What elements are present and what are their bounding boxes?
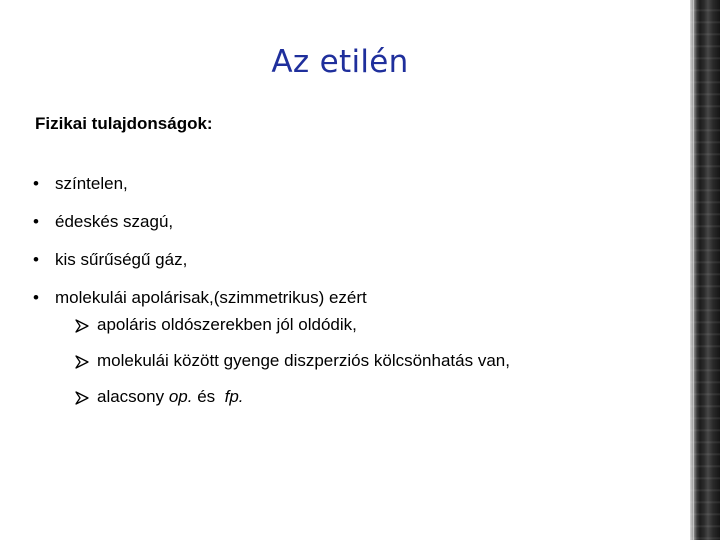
list-item: [33, 249, 367, 287]
bullet-dot-icon: •: [33, 288, 39, 307]
section-heading: Fizikai tulajdonságok:: [35, 114, 213, 133]
bullet-dot-icon: •: [33, 250, 39, 269]
sub-list-item-text: apoláris oldószerekben jól oldódik,: [97, 315, 357, 334]
bullet-dot-icon: •: [33, 174, 39, 193]
bullet-dot-icon: •: [33, 212, 39, 231]
arrowhead-icon: [75, 319, 97, 333]
sub-list-item-text: molekulái között gyenge diszperziós kölcsönhatás van,: [97, 351, 510, 370]
list-item-text: édeskés szagú,: [55, 212, 174, 231]
boiling-point-abbrev: fp.: [224, 387, 244, 406]
decorative-edge-streaks: [690, 0, 720, 540]
sub-bullet-list: [75, 313, 510, 421]
decorative-edge-line: [693, 0, 694, 540]
arrowhead-icon: [75, 391, 97, 405]
arrowhead-icon: [75, 355, 97, 369]
slide-title: Az etilén: [271, 44, 409, 80]
sub-list-item: [75, 313, 510, 349]
list-item-text: kis sűrűségű gáz,: [55, 250, 188, 269]
melting-point-abbrev: op.: [168, 387, 193, 406]
sub-list-item: [75, 385, 510, 421]
sub-list-item: [75, 349, 510, 385]
list-item-text: molekulái apolárisak,(szimmetrikus) ezért: [55, 288, 367, 307]
sub-list-item-text-middle: és: [192, 387, 225, 406]
list-item: [33, 211, 367, 249]
list-item-text: színtelen,: [55, 174, 128, 193]
sub-list-item-text-prefix: alacsony: [97, 387, 169, 406]
bullet-list: [33, 173, 367, 325]
list-item: [33, 173, 367, 211]
